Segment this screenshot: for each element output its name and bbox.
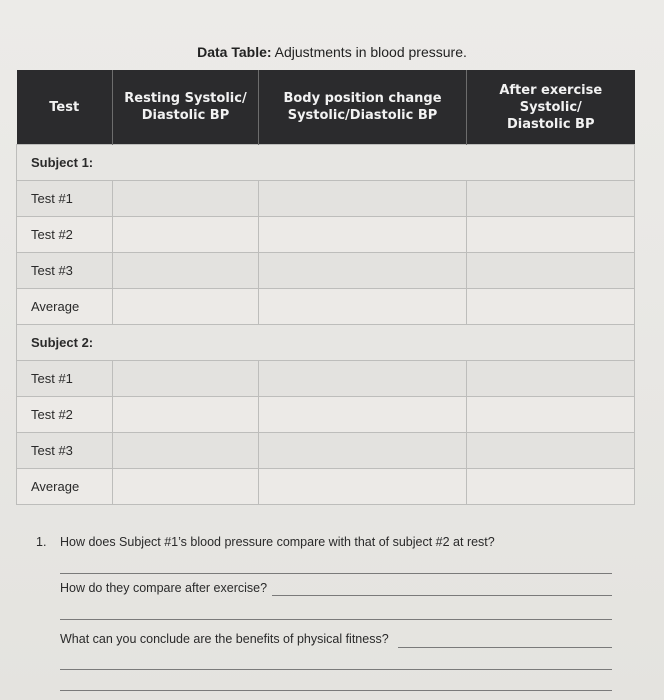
table-row [17, 217, 635, 253]
cell-after-exercise[interactable] [467, 469, 635, 505]
cell-after-exercise[interactable] [467, 181, 635, 217]
row-label: Test #1 [17, 181, 113, 217]
row-label: Test #2 [17, 217, 113, 253]
table-row [17, 289, 635, 325]
subject-2-row [17, 325, 635, 361]
cell-after-exercise[interactable] [467, 217, 635, 253]
answer-line-1[interactable] [60, 573, 612, 574]
table-title [0, 44, 664, 60]
table-row [17, 181, 635, 217]
cell-resting[interactable] [113, 433, 259, 469]
answer-line-6[interactable] [60, 690, 612, 691]
blood-pressure-table [16, 70, 635, 505]
cell-resting[interactable] [113, 217, 259, 253]
header-body-position [259, 70, 467, 145]
cell-body-position[interactable] [259, 181, 467, 217]
header-after-exercise [467, 70, 635, 145]
answer-line-3[interactable] [60, 619, 612, 620]
header-resting [113, 70, 259, 145]
cell-resting[interactable] [113, 181, 259, 217]
table-title-bold: Data Table: [197, 44, 272, 60]
cell-body-position[interactable] [259, 217, 467, 253]
subject-2-label: Subject 2: [17, 325, 635, 361]
cell-resting[interactable] [113, 397, 259, 433]
cell-after-exercise[interactable] [467, 253, 635, 289]
question-1-text: How does Subject #1’s blood pressure compare with that of subject #2 at rest? [60, 535, 495, 549]
row-label: Test #1 [17, 361, 113, 397]
header-row [17, 70, 635, 145]
answer-line-2[interactable] [272, 595, 612, 596]
cell-body-position[interactable] [259, 433, 467, 469]
cell-resting[interactable] [113, 469, 259, 505]
cell-resting[interactable] [113, 289, 259, 325]
cell-body-position[interactable] [259, 469, 467, 505]
answer-line-5[interactable] [60, 669, 612, 670]
question-1-number: 1. [36, 535, 47, 549]
cell-after-exercise[interactable] [467, 433, 635, 469]
cell-resting[interactable] [113, 253, 259, 289]
question-1 [36, 535, 495, 549]
cell-body-position[interactable] [259, 361, 467, 397]
question-1b-text: How do they compare after exercise? [60, 581, 268, 595]
row-label: Test #2 [17, 397, 113, 433]
table-title-rest: Adjustments in blood pressure. [271, 44, 467, 60]
row-label: Test #3 [17, 253, 113, 289]
table-row [17, 361, 635, 397]
subject-1-label: Subject 1: [17, 145, 635, 181]
cell-body-position[interactable] [259, 253, 467, 289]
header-after-exercise-label: After exercise Systolic/ Diastolic BP [499, 82, 603, 132]
table-row [17, 397, 635, 433]
cell-resting[interactable] [113, 361, 259, 397]
question-1c-text: What can you conclude are the benefits of physical fitness? [60, 632, 389, 646]
table-row [17, 253, 635, 289]
cell-after-exercise[interactable] [467, 289, 635, 325]
subject-1-row [17, 145, 635, 181]
cell-body-position[interactable] [259, 397, 467, 433]
table-row [17, 469, 635, 505]
table-row [17, 433, 635, 469]
cell-after-exercise[interactable] [467, 397, 635, 433]
header-test: Test [17, 70, 113, 145]
row-label: Average [17, 289, 113, 325]
header-resting-label: Resting Systolic/ Diastolic BP [124, 91, 247, 123]
row-label: Test #3 [17, 433, 113, 469]
row-label: Average [17, 469, 113, 505]
cell-after-exercise[interactable] [467, 361, 635, 397]
header-body-position-label: Body position change Systolic/Diastolic BP [283, 91, 442, 123]
answer-line-4[interactable] [398, 647, 612, 648]
cell-body-position[interactable] [259, 289, 467, 325]
